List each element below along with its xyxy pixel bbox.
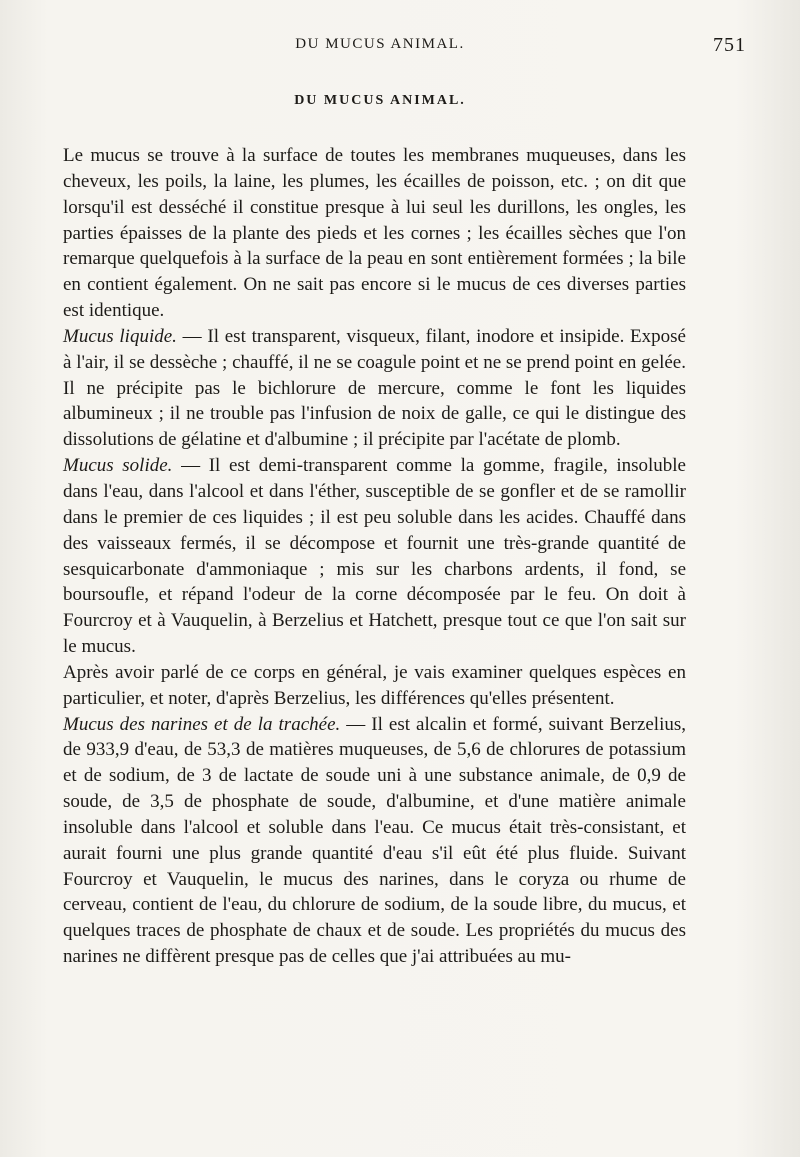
paragraph-text: — Il est alcalin et formé, suivant Berzelius, de 933,9 d'eau, de 53,3 de matières muqueuses, de 5,6 de chlorures de potassium et de sodium, de 3 de lactate de soude uni à une substance animale, de 0,9 de soude, de 3,5 de phosphate de soude, d'albumine, et d'une matière animale insoluble dans l'alcool et soluble dans l'eau. Ce mucus était très-consistant, et aurait fourni une plus grande quantité d'eau s'il eût été plus fluide. Suivant Fourcroy et Vauquelin, le mucus des narines, dans le coryza ou rhume de cerveau, contient de l'eau, du chlorure de sodium, de la soude libre, du mucus, et quelques traces de phosphate de chaux et de soude. Les propriétés du mucus des narines ne diffèrent presque pas de celles que j'ai attribuées au mu- bbox=[63, 713, 686, 968]
paragraph-head: Mucus des narines et de la trachée. bbox=[63, 713, 341, 735]
paragraph-text: Après avoir parlé de ce corps en général, je vais examiner quelques espèces en particulier, et noter, d'après Berzelius, les différences qu'elles présentent. bbox=[63, 661, 686, 709]
page-number: 751 bbox=[713, 34, 746, 56]
paragraph-text: — Il est transparent, visqueux, filant, inodore et insipide. Exposé à l'air, il se dessèche ; chauffé, il ne se coagule point et ne se prend point en gelée. Il ne précipite pas le bichlorure de mercure, comme le font les liquides albumineux ; il ne trouble pas l'infusion de noix de galle, ce qui le distingue des dissolutions de gélatine et d'albumine ; il précipite par l'acétate de plomb. bbox=[63, 325, 686, 451]
paragraph-3 bbox=[63, 453, 686, 660]
paragraph-head: Mucus solide. bbox=[63, 455, 173, 477]
paragraph-2 bbox=[63, 324, 686, 453]
running-head bbox=[60, 34, 746, 58]
body-text bbox=[63, 143, 686, 970]
paragraph-4 bbox=[63, 660, 686, 712]
paragraph-text: — Il est demi-transparent comme la gomme, fragile, insoluble dans l'eau, dans l'alcool et dans l'éther, susceptible de se gonfler et de se ramollir dans le premier de ces liquides ; il est peu soluble dans les acides. Chauffé dans des vaisseaux fermés, il se décompose et fournit une très-grande quantité de sesquicarbonate d'ammoniaque ; mis sur les charbons ardents, il fond, se boursoufle, et répand l'odeur de la corne décomposée par le feu. On doit à Fourcroy et à Vauquelin, à Berzelius et Hatchett, presque tout ce que l'on sait sur le mucus. bbox=[63, 455, 686, 658]
paragraph-1 bbox=[63, 143, 686, 324]
paragraph-text: Le mucus se trouve à la surface de toutes les membranes muqueuses, dans les cheveux, les poils, la laine, les plumes, les écailles de poisson, etc. ; on dit que lorsqu'il est desséché il constitue presque à lui seul les durillons, les ongles, les parties épaisses de la plante des pieds et les cornes ; les écailles sèches que l'on remarque quelquefois à la surface de la peau en sont entièrement formées ; la bile en contient également. On ne sait pas encore si le mucus de ces diverses parties est identique. bbox=[63, 145, 686, 322]
running-title: DU MUCUS ANIMAL. bbox=[295, 36, 465, 52]
paragraph-5 bbox=[63, 712, 686, 970]
section-title: DU MUCUS ANIMAL. bbox=[294, 93, 466, 108]
paragraph-head: Mucus liquide. bbox=[63, 325, 177, 347]
